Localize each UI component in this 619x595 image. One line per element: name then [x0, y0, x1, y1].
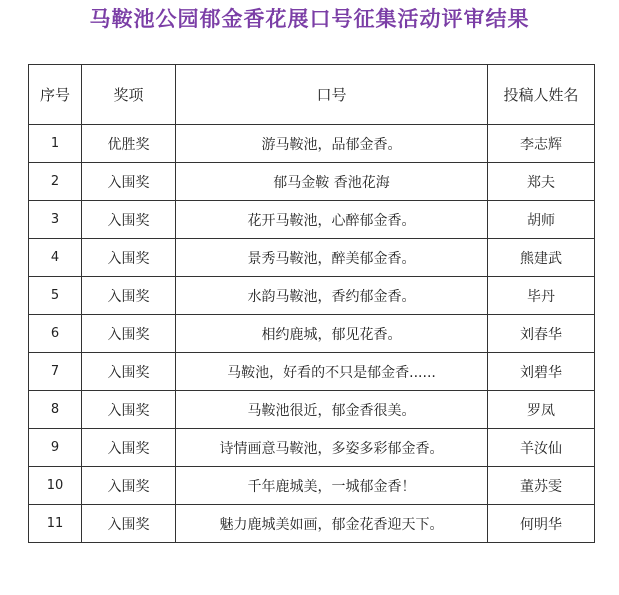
header-author: 投稿人姓名 [488, 65, 595, 125]
cell-index: 9 [29, 429, 82, 467]
table-row [29, 163, 595, 201]
cell-slogan: 景秀马鞍池，醉美郁金香。 [176, 239, 488, 277]
cell-award: 入围奖 [82, 391, 176, 429]
cell-index: 4 [29, 239, 82, 277]
cell-author: 刘碧华 [488, 353, 595, 391]
cell-award: 入围奖 [82, 353, 176, 391]
cell-index: 2 [29, 163, 82, 201]
cell-author: 熊建武 [488, 239, 595, 277]
cell-award: 入围奖 [82, 467, 176, 505]
cell-index: 1 [29, 125, 82, 163]
cell-award: 优胜奖 [82, 125, 176, 163]
cell-award: 入围奖 [82, 505, 176, 543]
table-row [29, 467, 595, 505]
cell-author: 羊汝仙 [488, 429, 595, 467]
cell-author: 何明华 [488, 505, 595, 543]
table-row [29, 353, 595, 391]
table-row [29, 391, 595, 429]
cell-slogan: 郁马金鞍 香池花海 [176, 163, 488, 201]
cell-index: 7 [29, 353, 82, 391]
cell-index: 5 [29, 277, 82, 315]
header-award: 奖项 [82, 65, 176, 125]
cell-slogan: 千年鹿城美，一城郁金香！ [176, 467, 488, 505]
cell-slogan: 诗情画意马鞍池，多姿多彩郁金香。 [176, 429, 488, 467]
cell-author: 毕丹 [488, 277, 595, 315]
table-row [29, 239, 595, 277]
table-row [29, 505, 595, 543]
cell-index: 8 [29, 391, 82, 429]
table-row [29, 277, 595, 315]
cell-author: 李志辉 [488, 125, 595, 163]
table-row [29, 125, 595, 163]
table-header-row [29, 65, 595, 125]
cell-index: 11 [29, 505, 82, 543]
cell-index: 10 [29, 467, 82, 505]
cell-award: 入围奖 [82, 315, 176, 353]
cell-slogan: 马鞍池很近，郁金香很美。 [176, 391, 488, 429]
cell-slogan: 相约鹿城，郁见花香。 [176, 315, 488, 353]
table-row [29, 429, 595, 467]
cell-index: 3 [29, 201, 82, 239]
cell-slogan: 马鞍池，好看的不只是郁金香...... [176, 353, 488, 391]
table-row [29, 315, 595, 353]
cell-author: 董苏雯 [488, 467, 595, 505]
cell-award: 入围奖 [82, 277, 176, 315]
cell-author: 郑夫 [488, 163, 595, 201]
table-row [29, 201, 595, 239]
cell-award: 入围奖 [82, 239, 176, 277]
cell-slogan: 花开马鞍池，心醉郁金香。 [176, 201, 488, 239]
cell-award: 入围奖 [82, 429, 176, 467]
results-table [28, 64, 595, 543]
page-title: 马鞍池公园郁金香花展口号征集活动评审结果 [89, 7, 530, 31]
header-slogan: 口号 [176, 65, 488, 125]
cell-slogan: 水韵马鞍池，香约郁金香。 [176, 277, 488, 315]
cell-author: 刘春华 [488, 315, 595, 353]
cell-author: 罗凤 [488, 391, 595, 429]
cell-slogan: 魅力鹿城美如画，郁金花香迎天下。 [176, 505, 488, 543]
cell-award: 入围奖 [82, 201, 176, 239]
cell-author: 胡师 [488, 201, 595, 239]
cell-slogan: 游马鞍池，品郁金香。 [176, 125, 488, 163]
header-index: 序号 [29, 65, 82, 125]
cell-index: 6 [29, 315, 82, 353]
cell-award: 入围奖 [82, 163, 176, 201]
